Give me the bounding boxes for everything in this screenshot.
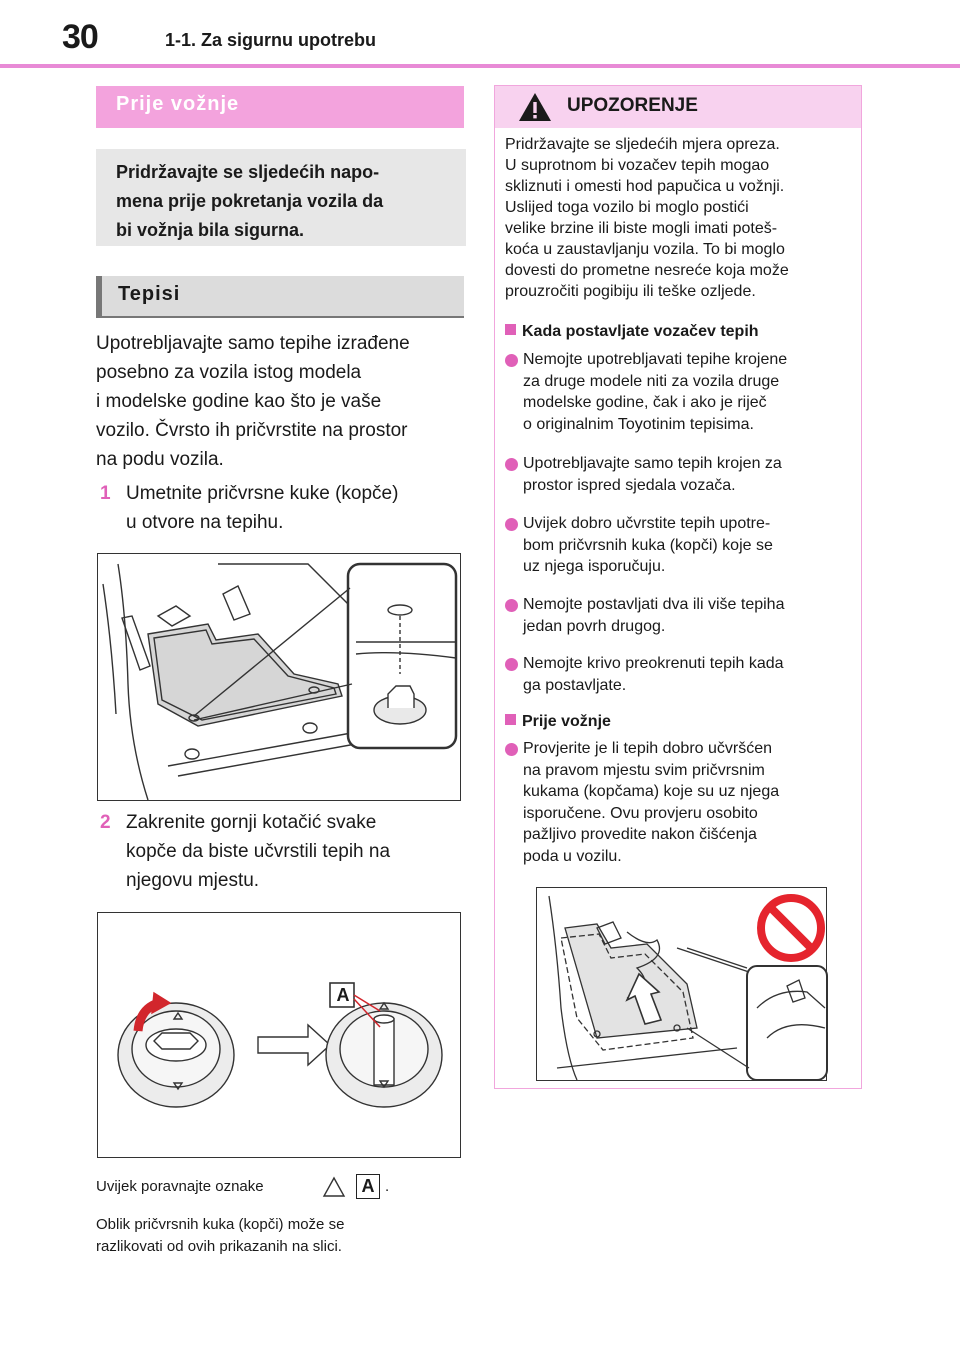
- header-rule: [0, 64, 960, 68]
- square-bullet-icon: [505, 324, 516, 335]
- figure-label-a: A: [336, 985, 350, 1005]
- caption-align: Uvijek poravnajte oznake: [96, 1178, 264, 1195]
- warning-line: prouzročiti pogibiju ili teške ozljede.: [505, 283, 756, 300]
- intro-line: bi vožnja bila sigurna.: [116, 220, 305, 240]
- section-title: 1-1. Za sigurnu upotrebu: [165, 30, 377, 50]
- figure-prohibited-mat: [536, 887, 827, 1081]
- rotate-hooks-illustration: [98, 913, 462, 1159]
- page-header: [0, 0, 960, 66]
- warning-line: skliznuti i omesti hod papučica u vožnji.: [505, 178, 785, 195]
- round-bullet-icon: [505, 743, 518, 756]
- warning-title: UPOZORENJE: [567, 95, 698, 116]
- marker-a-box: A: [356, 1174, 380, 1199]
- caption-line: razlikovati od ovih prikazanih na slici.: [96, 1238, 342, 1255]
- prohibited-mat-illustration: [537, 888, 828, 1082]
- step-line: njegovu mjestu.: [126, 870, 260, 891]
- body-line: vozilo. Čvrsto ih pričvrstite na prostor: [96, 420, 408, 441]
- body-line: i modelske godine kao što je vaše: [96, 391, 382, 412]
- intro-box: [96, 149, 466, 246]
- round-bullet-icon: [505, 354, 518, 367]
- step-line: Zakrenite gornji kotačić svake: [126, 812, 377, 833]
- round-bullet-icon: [505, 458, 518, 471]
- body-line: na podu vozila.: [96, 449, 224, 470]
- warning-subheading: Kada postavljate vozačev tepih: [505, 323, 759, 341]
- warning-triangle-icon: [517, 91, 553, 123]
- section-heading-band: [96, 86, 464, 128]
- warning-line: Pridržavajte se sljedećih mjera opreza.: [505, 136, 780, 153]
- warning-header: [495, 86, 861, 128]
- round-bullet-icon: [505, 658, 518, 671]
- step-line: kopče da biste učvrstili tepih na: [126, 841, 391, 862]
- intro-line: Pridržavajte se sljedećih napo-: [116, 162, 380, 182]
- figure-mat-hooks: [97, 553, 461, 801]
- warning-line: koća u zaustavljanju vozila. To bi moglo: [505, 241, 785, 258]
- body-paragraph: [96, 329, 466, 474]
- mat-hooks-illustration: [98, 554, 462, 802]
- prohibition-icon: [761, 898, 821, 958]
- page-number: 30: [62, 18, 98, 56]
- square-bullet-icon: [505, 714, 516, 725]
- body-line: posebno za vozila istog modela: [96, 362, 362, 383]
- warning-box: UPOZORENJE Pridržavajte se sljedećih mjera opreza. U suprotnom bi vozačev tepih mogao skliznuti i omesti hod papučica u vožnji. Uslijed toga vozilo bi moglo postići velike brzine ili biste mogli imati poteš- koća u zaustavljanju vozila. To bi moglo dovesti do prometne nesreće koja može prouzročiti pogibiju ili teške ozljede. Kada postavljate vozačev tepih Nemojte upotrebljavati tepihe krojene za druge modele niti za vozila druge modelske godine, čak i ako je riječ o originalnim Toyotinim tepisima. Upotrebljavajte samo tepih krojen za prostor ispred sjedala vozača. Uvijek dobro učvrstite tepih upotre- bom pričvrsnih kuka (kopči) koje se uz njega isporučuju. Nemojte postavljati dva ili više tepiha jedan povrh drugog. Nemojte krivo preokrenuti tepih kada ga postavljate. Prije vožnje Provjerite je li tepih dobro učvršćen na pravom mjestu svim pričvrsnim kukama (kopčama) koje su uz njega isporučene. Ovu provjeru osobito pažljivo provedite nakon čišćenja poda u vozilu.: [494, 85, 862, 1089]
- warning-line: Uslijed toga vozilo bi moglo postići: [505, 199, 749, 216]
- warning-line: velike brzine ili biste mogli imati poteš-: [505, 220, 778, 237]
- step-line: u otvore na tepihu.: [126, 512, 284, 533]
- step-number: 1: [100, 483, 111, 504]
- intro-line: mena prije pokretanja vozila da: [116, 191, 384, 211]
- subsection-heading-band: [96, 276, 464, 318]
- caption-line: Oblik pričvrsnih kuka (kopči) može se: [96, 1216, 345, 1233]
- triangle-marker-icon: [322, 1175, 346, 1199]
- subsection-heading: Tepisi: [118, 283, 181, 305]
- warning-intro: [505, 134, 855, 302]
- caption-shape-note: [96, 1214, 446, 1258]
- step-line: Umetnite pričvrsne kuke (kopče): [126, 483, 399, 504]
- round-bullet-icon: [505, 518, 518, 531]
- warning-line: dovesti do prometne nesreće koja može: [505, 262, 789, 279]
- body-line: Upotrebljavajte samo tepihe izrađene: [96, 333, 410, 354]
- warning-subheading: Prije vožnje: [505, 713, 611, 731]
- round-bullet-icon: [505, 599, 518, 612]
- warning-line: U suprotnom bi vozačev tepih mogao: [505, 157, 770, 174]
- caption-period: .: [385, 1178, 390, 1195]
- figure-rotate-hooks: [97, 912, 461, 1158]
- section-heading: Prije vožnje: [116, 93, 240, 115]
- step-number: 2: [100, 812, 111, 833]
